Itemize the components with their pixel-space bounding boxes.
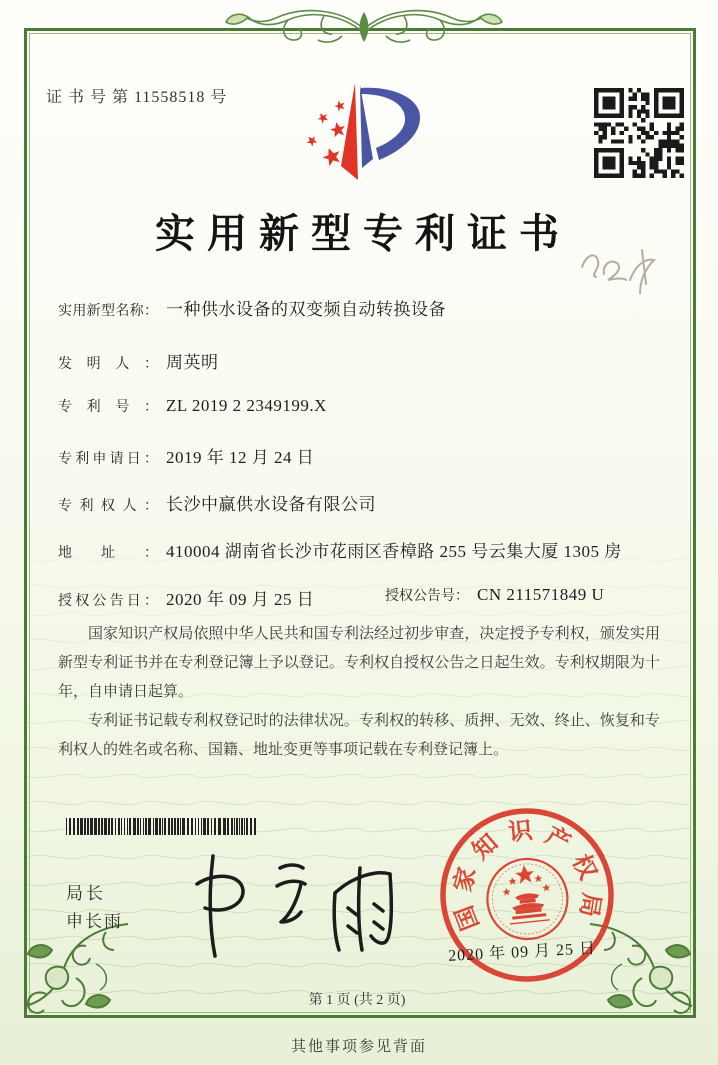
certificate-number: 证 书 号 第 11558518 号: [46, 89, 228, 106]
national-emblem: [483, 855, 571, 943]
director-signature: [185, 838, 400, 968]
field-value: CN 211571849 U: [477, 585, 605, 604]
svg-text:国: 国: [451, 901, 485, 934]
seal-date: 2020 年 09 月 25 日: [447, 940, 597, 965]
body-paragraph-2: 专利证书记载专利权登记时的法律状况。专利权的转移、质押、无效、终止、恢复和专利权人的姓名或名称、国籍、地址变更等事项记载在专利登记簿上。: [58, 713, 660, 758]
svg-text:家: 家: [450, 864, 482, 895]
field-label: 专利申请日：: [58, 452, 158, 467]
svg-text:知: 知: [468, 829, 504, 866]
field-row-patentee: [58, 490, 688, 514]
officer-name: 申长雨: [66, 912, 123, 931]
field-value: 一种供水设备的双变频自动转换设备: [166, 300, 446, 319]
field-row-patent-number: [58, 396, 688, 420]
field-label: 发明人：: [58, 357, 158, 372]
field-label: 授权公告号：: [385, 589, 469, 604]
svg-text:局: 局: [574, 890, 604, 919]
officer-title: 局长: [66, 884, 106, 903]
field-value: 周英明: [166, 353, 219, 372]
barcode: [66, 818, 260, 835]
field-row-filing-date: [58, 443, 688, 467]
field-label: 授权公告日：: [58, 594, 158, 609]
field-value: 410004 湖南省长沙市花雨区香樟路 255 号云集大厦 1305 房: [166, 542, 622, 561]
field-label: 专利权人：: [58, 499, 158, 514]
field-value: ZL 2019 2 2349199.X: [166, 396, 327, 415]
field-value: 长沙中赢供水设备有限公司: [166, 495, 376, 514]
qr-code: [594, 88, 684, 178]
svg-text:权: 权: [566, 850, 601, 884]
svg-text:产: 产: [540, 822, 575, 858]
top-border-ornament: [214, 2, 514, 48]
field-row-grant-date: [58, 585, 688, 609]
cnipa-patent-logo: [293, 80, 438, 192]
field-row-invention-name: [58, 295, 688, 319]
certificate-title: 实用新型专利证书: [155, 211, 571, 256]
field-label: 专利号：: [58, 400, 158, 415]
field-value: 2019 年 12 月 24 日: [166, 448, 315, 467]
field-row-inventor: [58, 348, 688, 372]
certificate-body: [58, 620, 660, 765]
field-row-grant-number: [385, 585, 604, 605]
back-side-note: 其他事项参见背面: [290, 1039, 427, 1055]
field-label: 地址：: [58, 546, 158, 561]
official-seal: [423, 791, 632, 1000]
field-row-address: [58, 537, 688, 561]
field-label: 实用新型名称：: [58, 304, 158, 319]
svg-text:识: 识: [507, 818, 534, 847]
field-value: 2020 年 09 月 25 日: [166, 590, 315, 609]
page-number: 第 1 页 (共 2 页): [308, 993, 406, 1008]
body-paragraph-1: 国家知识产权局依照中华人民共和国专利法经过初步审查，决定授予专利权，颁发实用新型专利证书并在专利登记簿上予以登记。专利权自授权公告之日起生效。专利权期限为十年，自申请日起算。: [58, 626, 660, 700]
